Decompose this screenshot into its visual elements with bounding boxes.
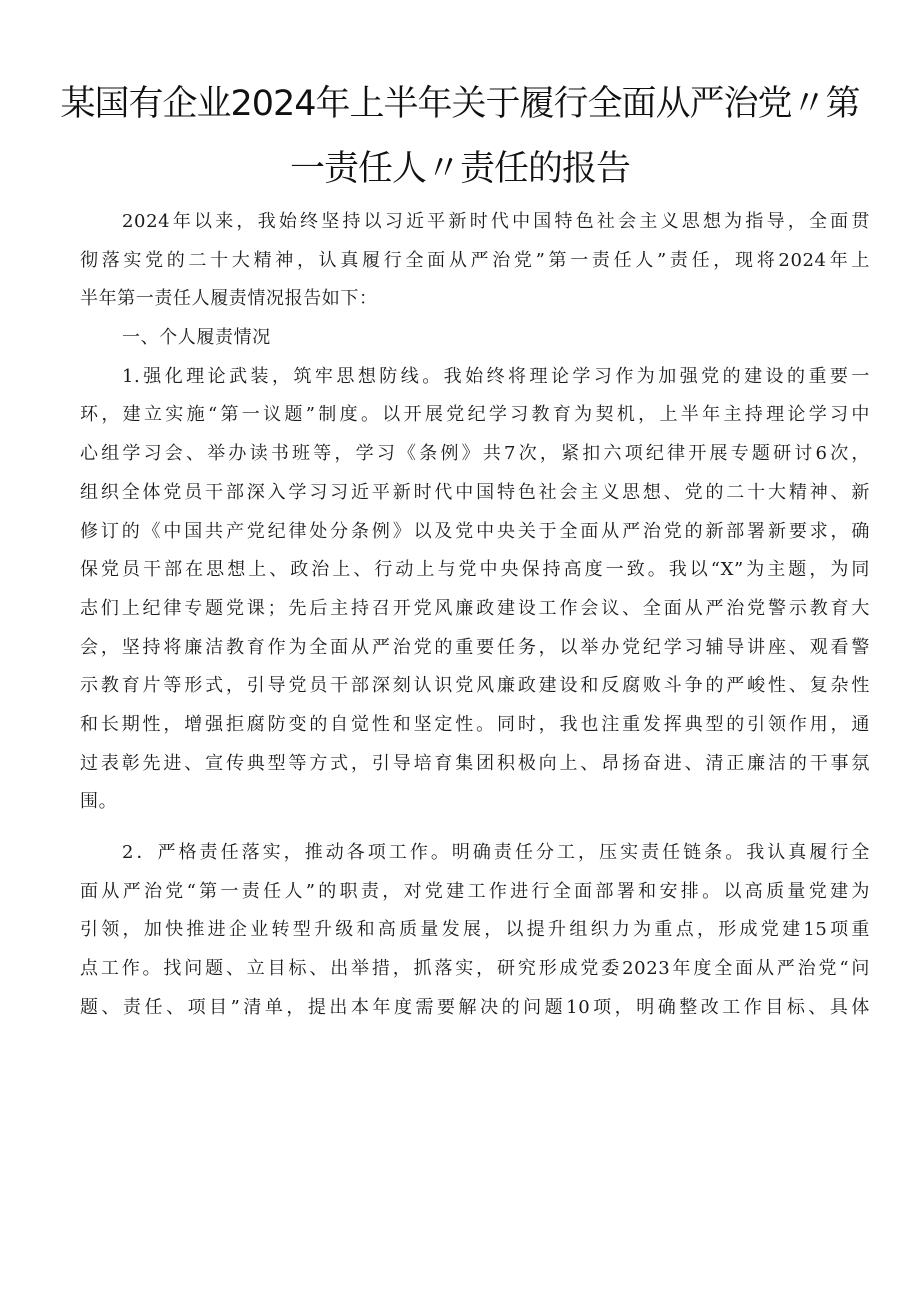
paragraph-line: 2024年以来，我始终坚持以习近平新时代中国特色社会主义思想为指导，全面贯 (122, 211, 870, 232)
document-body (80, 203, 870, 1027)
paragraph-line: 保党员干部在思想上、政治上、行动上与党中央保持高度一致。我以“X”为主题，为同 (80, 559, 870, 581)
paragraph-line: 示教育片等形式，引导党员干部深刻认识党风廉政建设和反腐败斗争的严峻性、复杂性 (80, 675, 870, 697)
paragraph-line: 修订的《中国共产党纪律处分条例》以及党中央关于全面从严治党的新部署新要求，确 (80, 520, 870, 542)
paragraph-line: 志们上纪律专题党课；先后主持召开党风廉政建设工作会议、全面从严治党警示教育大 (80, 597, 870, 619)
section-heading: 一、个人履责情况 (122, 327, 271, 349)
paragraph-gap (80, 822, 870, 834)
paragraph-line: 会，坚持将廉洁教育作为全面从严治党的重要任务，以举办党纪学习辅导讲座、观看警 (80, 636, 870, 658)
paragraph-line: 引领，加快推进企业转型升级和高质量发展，以提升组织力为重点，形成党建15项重 (80, 919, 870, 941)
paragraph-line: 点工作。找问题、立目标、出举措，抓落实，研究形成党委2023年度全面从严治党“问 (80, 958, 870, 980)
paragraph-line: 和长期性，增强拒腐防变的自觉性和坚定性。同时，我也注重发挥典型的引领作用，通 (80, 713, 870, 735)
paragraph-line: 心组学习会、举办读书班等，学习《条例》共7次，紧扣六项纪律开展专题研讨6次， (80, 443, 870, 465)
paragraph-line: 围。 (80, 791, 118, 813)
paragraph-line: 1.强化理论武装，筑牢思想防线。我始终将理论学习作为加强党的建设的重要一 (122, 365, 870, 387)
paragraph-line: 组织全体党员干部深入学习习近平新时代中国特色社会主义思想、党的二十大精神、新 (80, 481, 870, 503)
paragraph-line: 半年第一责任人履责情况报告如下： (80, 288, 378, 310)
paragraph-line: 环，建立实施“第一议题”制度。以开展党纪学习教育为契机，上半年主持理论学习中 (80, 404, 870, 426)
paragraph-line: 面从严治党“第一责任人”的职责，对党建工作进行全面部署和安排。以高质量党建为 (80, 880, 870, 902)
paragraph-line: 彻落实党的二十大精神，认真履行全面从严治党”第一责任人”责任，现将2024年上 (80, 249, 870, 271)
paragraph-line: 过表彰先进、宣传典型等方式，引导培育集团积极向上、昂扬奋进、清正廉洁的干事氛 (80, 752, 870, 774)
paragraph-line: 2．严格责任落实，推动各项工作。明确责任分工，压实责任链条。我认真履行全 (122, 842, 870, 863)
title-line: 某国有企业2024年上半年关于履行全面从严治党〃第 (60, 84, 860, 124)
document-title (60, 72, 860, 202)
paragraph-line: 题、责任、项目”清单，提出本年度需要解决的问题10项，明确整改工作目标、具体 (80, 996, 870, 1018)
title-line: 一责任人〃责任的报告 (289, 149, 630, 189)
